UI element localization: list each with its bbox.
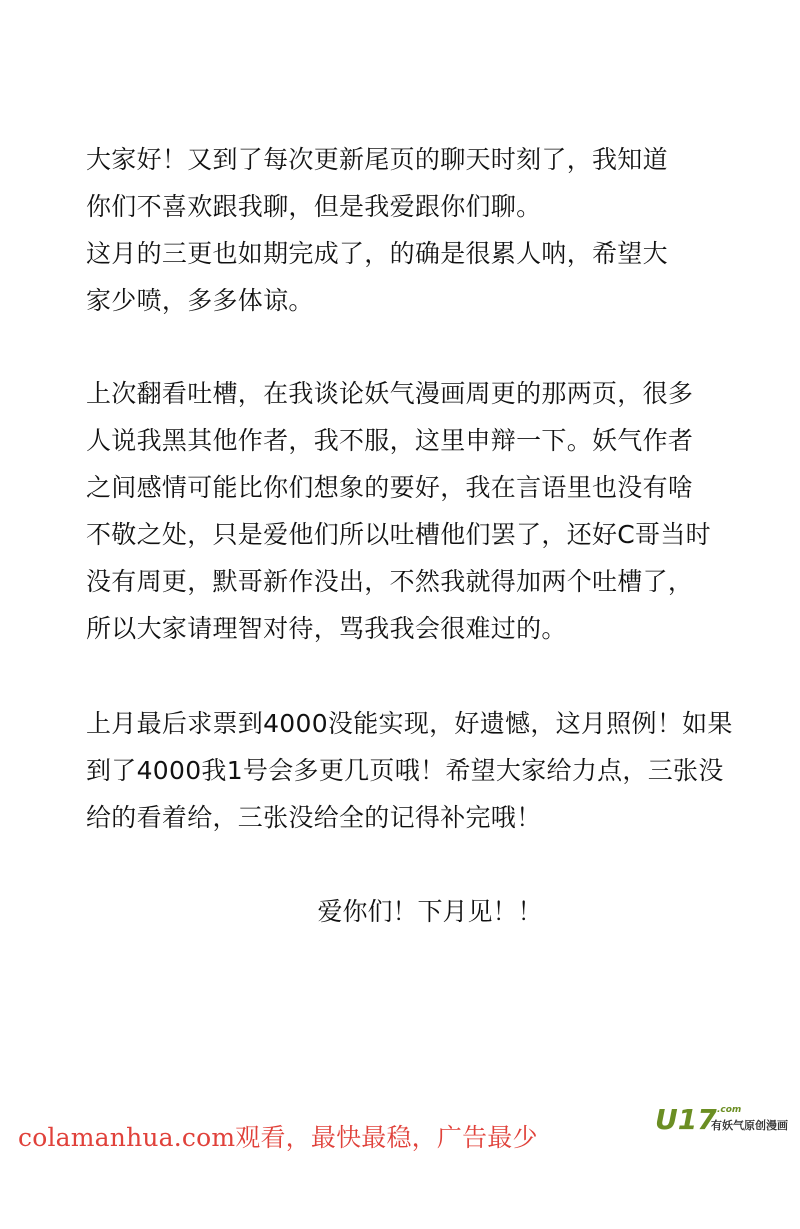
text-line: 给的看着给，三张没给全的记得补完哦！ [86, 803, 542, 832]
u17-logo [655, 1102, 795, 1134]
text-line: 之间感情可能比你们想象的要好，我在言语里也没有啥 [86, 473, 694, 502]
paragraph-greeting [86, 136, 776, 324]
text-line: 大家好！又到了每次更新尾页的聊天时刻了，我知道 [86, 145, 668, 174]
paragraph-vote-request [86, 700, 776, 841]
logo-main: U17 [655, 1103, 717, 1134]
text-line: 没有周更，默哥新作没出，不然我就得加两个吐槽了， [86, 567, 694, 596]
closing-line: 爱你们！下月见！！ [317, 897, 543, 926]
text-line: 不敬之处，只是爱他们所以吐槽他们罢了，还好C哥当时 [86, 520, 711, 549]
text-line: 上次翻看吐槽，在我谈论妖气漫画周更的那两页，很多 [86, 379, 694, 408]
text-line: 这月的三更也如期完成了，的确是很累人呐，希望大 [86, 239, 668, 268]
text-line: 所以大家请理智对待，骂我我会很难过的。 [86, 614, 567, 643]
logo-superscript: .com [717, 1105, 742, 1115]
watermark-text: colamanhua.com观看，最快最稳，广告最少 [18, 1123, 538, 1152]
text-line: 到了4000我1号会多更几页哦！希望大家给力点，三张没 [86, 756, 724, 785]
text-line: 人说我黑其他作者，我不服，这里申辩一下。妖气作者 [86, 426, 694, 455]
text-line: 你们不喜欢跟我聊，但是我爱跟你们聊。 [86, 192, 542, 221]
logo-tagline: 有妖气原创漫画 [711, 1119, 788, 1132]
text-line: 上月最后求票到4000没能实现，好遗憾，这月照例！如果 [86, 709, 733, 738]
paragraph-explanation [86, 370, 776, 652]
text-line: 家少喷，多多体谅。 [86, 286, 314, 315]
